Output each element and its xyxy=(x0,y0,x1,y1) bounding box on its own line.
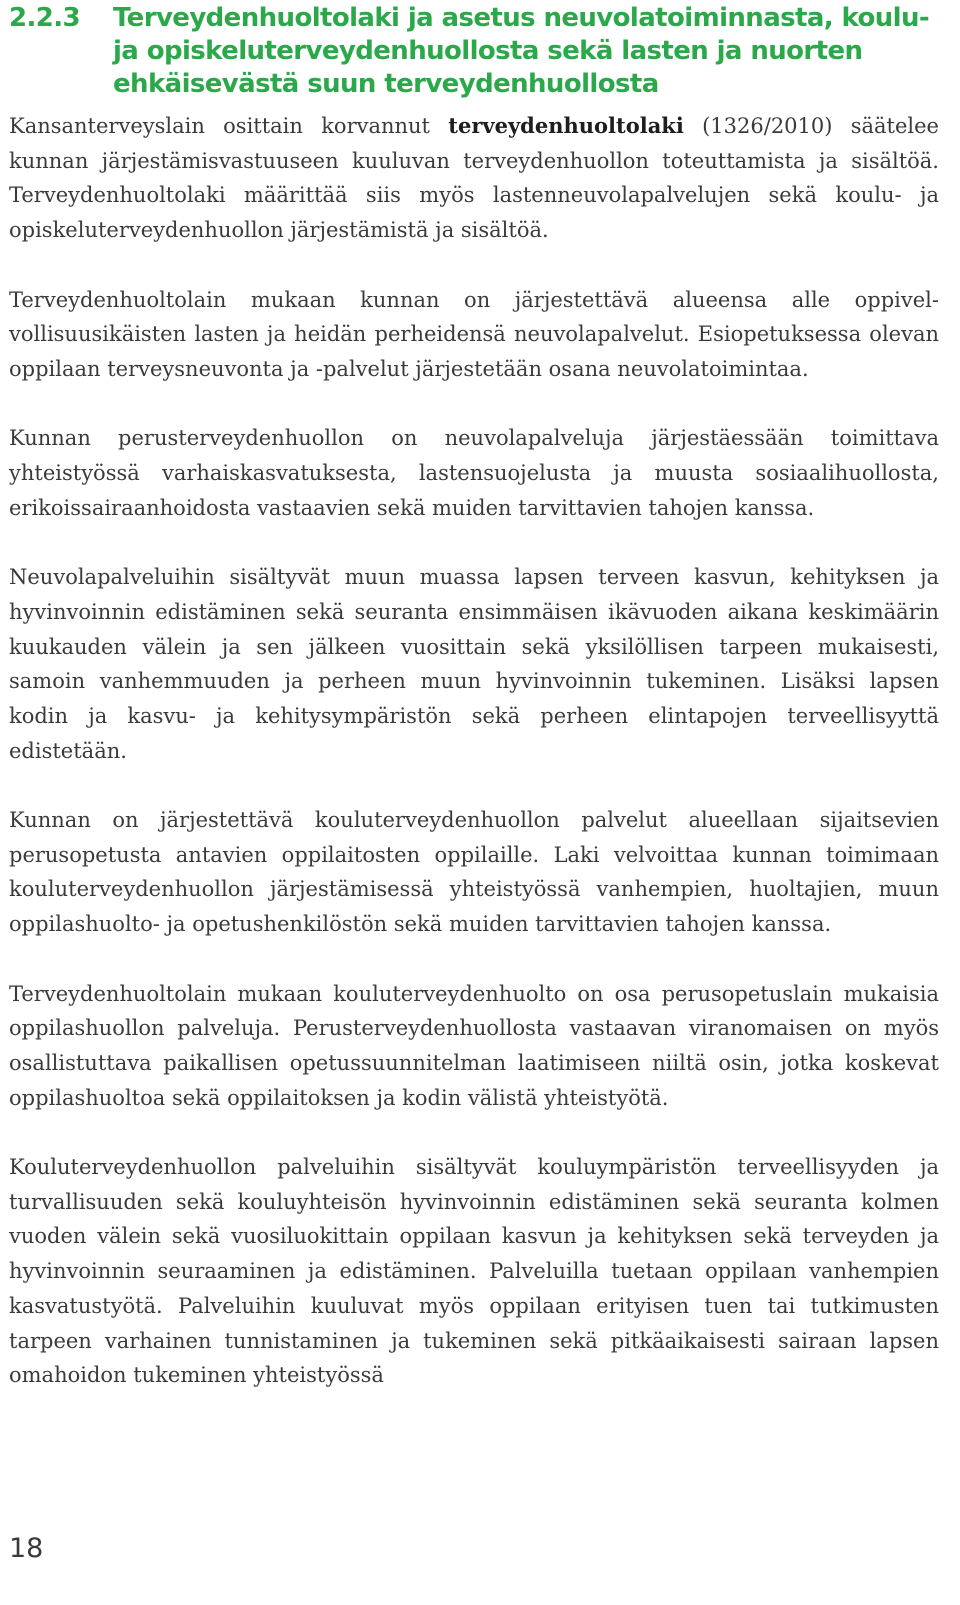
paragraph-7: Kouluterveydenhuollon palveluihin sisältyvät kouluympäristön terveellisyyden ja turvallisuuden sekä kouluyhteisön hyvinvoinnin edistäminen sekä seuranta kolmen vuoden välein sekä vuosiluokittain oppilaan kasvun ja kehityksen sekä terveyden ja hyvinvoinnin seuraaminen ja edistäminen. Palveluilla tuetaan oppilaan vanhempien kasvatustyötä. Palveluihin kuuluvat myös oppilaan erityisen tuen tai tutkimusten tarpeen varhainen tunnistaminen ja tukeminen sekä pitkäaikaisesti sairaan lapsen omahoidon tukeminen yhteistyössä xyxy=(9,1155,939,1388)
paragraph-1 xyxy=(9,109,939,248)
paragraph-5: Kunnan on järjestettävä kouluterveydenhuollon palvelut alueellaan sijaitsevien perusopetusta antavien oppilaitosten oppilaille. Laki velvoittaa kunnan toimimaan kouluterveydenhuollon järjestämisessä yhteistyössä vanhempien, huoltajien, muun oppilashuolto- ja opetushenkilöstön sekä muiden tarvittavien tahojen kanssa. xyxy=(9,808,939,937)
paragraph-3: Kunnan perusterveydenhuollon on neuvolapalveluja järjestäessään toimittava yhteistyössä varhaiskasvatuksesta, lastensuojelusta ja muusta sosiaalihuollosta, erikoissairaanhoidosta vastaavien sekä muiden tarvittavien tahojen kanssa. xyxy=(9,426,939,520)
section-heading xyxy=(9,2,939,101)
paragraph-4: Neuvolapalveluihin sisältyvät muun muassa lapsen terveen kasvun, kehityksen ja hyvinvoinnin edistäminen sekä seuranta ensimmäisen ikävuoden aikana keskimäärin kuukauden välein ja sen jälkeen vuosittain sekä yksilöllisen tarpeen mukaisesti, samoin vanhemmuuden ja perheen muun hyvinvoinnin tukeminen. Lisäksi lapsen kodin ja kasvu- ja kehitysympäristön sekä perheen elintapojen terveellisyyttä edistetään. xyxy=(9,565,939,763)
section-number: 2.2.3 xyxy=(9,3,81,33)
document-page xyxy=(9,0,939,1393)
paragraph-1-text-start: Kansanterveyslain osittain korvannut xyxy=(9,114,449,138)
law-term: terveydenhuoltolaki xyxy=(448,113,684,138)
paragraph-6: Terveydenhuoltolain mukaan kouluterveydenhuolto on osa perusopetuslain mukaisia oppilashuollon palveluja. Perusterveydenhuollosta vastaavan viranomaisen on myös osallistuttava paikallisen opetussuunnitelman laatimiseen niiltä osin, jotka koskevat oppilashuoltoa sekä oppilaitoksen ja kodin välistä yhteistyötä. xyxy=(9,981,939,1110)
page-number: 18 xyxy=(9,1533,44,1564)
section-title: Terveydenhuoltolaki ja asetus neuvolatoiminnasta, koulu- ja opiskeluterveydenhuollosta sekä lasten ja nuorten ehkäisevästä suun terveydenhuollosta xyxy=(113,3,930,99)
paragraph-2: Terveydenhuoltolain mukaan kunnan on järjestettävä alueensa alle oppivelvollisuusikäisten lasten ja heidän perheidensä neuvolapalvelut. Esiopetuksessa olevan oppilaan terveysneuvonta ja -palvelut järjestetään osana neuvolatoimintaa. xyxy=(9,287,939,381)
paragraph-1-text-end: (1326/2010) säätelee kunnan järjestämisvastuuseen kuuluvan terveydenhuollon toteuttamista ja sisältöä. Terveydenhuoltolaki määrittää siis myös lastenneuvolapalvelujen sekä koulu- ja opiskeluterveydenhuollon järjestämistä ja sisältöä. xyxy=(9,114,939,243)
